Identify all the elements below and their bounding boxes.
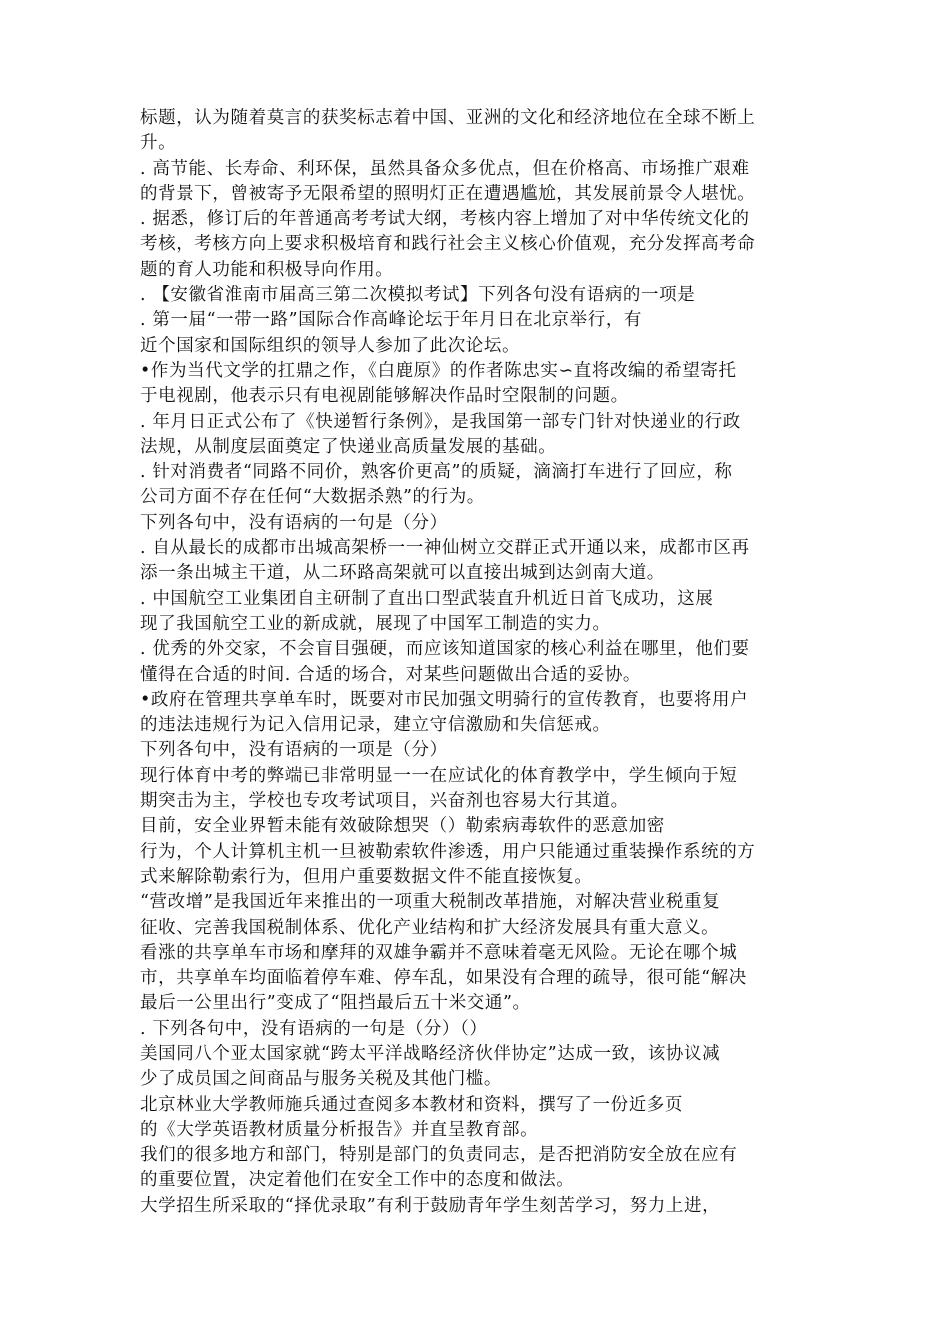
text-line: 下列各句中，没有语病的一句是（分）: [140, 512, 448, 533]
text-line: 大学招生所采取的“择优录取”有利于鼓励青年学生刻苦学习，努力上进，: [140, 1195, 721, 1216]
text-line: 期突击为主，学校也专攻考试项目，兴奋剂也容易大行其道。: [140, 791, 629, 812]
text-line: 标题，认为随着莫言的获奖标志着中国、亚洲的文化和经济地位在全球不断上: [140, 108, 756, 128]
text-line: 的背景下，曾被寄予无限希望的照明灯正在遭遇尴尬，其发展前景令人堪忧。: [140, 183, 756, 204]
text-line: 添一条出城主干道，从二环路高架就可以直接出城到达剑南大道。: [140, 563, 665, 584]
document-page: [140, 106, 812, 1219]
text-line: 看涨的共享单车市场和摩拜的双雄争霸并不意味着毫无风险。无论在哪个城: [140, 942, 738, 963]
text-line: 考核，考核方向上要求积极培育和践行社会主义核心价值观，充分发挥高考命: [140, 234, 756, 255]
text-line: 懂得在合适的时间. 合适的场合，对某些问题做出合适的妥协。: [140, 664, 642, 685]
text-line: . 下列各句中，没有语病的一句是（分）（）: [140, 1018, 488, 1039]
text-line: 市，共享单车均面临着停车难、停车乱，如果没有合理的疏导，很可能“解决: [140, 968, 747, 989]
text-line: 征收、完善我国税制体系、优化产业结构和扩大经济发展具有重大意义。: [140, 917, 720, 938]
text-line: 升。: [140, 133, 177, 154]
text-line: 法规，从制度层面奠定了快递业高质量发展的基础。: [140, 436, 557, 457]
text-line: •作为当代文学的扛鼎之作，《白鹿原》的作者陈忠实∽直将改编的希望寄托: [140, 360, 737, 381]
text-line: 现行体育中考的弊端已非常明显一一在应试化的体育教学中，学生倾向于短: [140, 765, 738, 786]
text-line: 公司方面不存在任何“大数据杀熟”的行为。: [140, 487, 485, 508]
text-line: •政府在管理共享单车时，既要对市民加强文明骑行的宣传教育，也要将用户: [140, 689, 749, 710]
text-line: . 高节能、长寿命、利环保，虽然具备众多优点，但在价格高、市场推广艰难: [140, 158, 750, 179]
text-line: 题的育人功能和积极导向作用。: [140, 259, 394, 280]
text-line: . 中国航空工业集团自主研制了直出口型武装直升机近日首飞成功，这展: [140, 588, 714, 609]
text-line: 近个国家和国际组织的领导人参加了此次论坛。: [140, 335, 521, 356]
text-line: 于电视剧，他表示只有电视剧能够解决作品时空限制的问题。: [140, 386, 629, 407]
text-line: . 优秀的外交家，不会盲目强硬，而应该知道国家的核心利益在哪里，他们要: [140, 639, 750, 660]
text-line: 我们的很多地方和部门，特别是部门的负责同志，是否把消防安全放在应有: [140, 1145, 738, 1166]
text-line: 最后一公里出行”变成了“阻挡最后五十米交通”。: [140, 993, 531, 1014]
text-line: . 【安徽省淮南市届高三第二次模拟考试】下列各句没有语病的一项是: [140, 285, 696, 306]
text-line: 行为，个人计算机主机一旦被勒索软件渗透，用户只能通过重装操作系统的方: [140, 841, 756, 862]
text-line: . 自从最长的成都市出城高架桥一一神仙树立交群正式开通以来，成都市区再: [140, 538, 750, 559]
text-line: . 第一届“一带一路”国际合作高峰论坛于年月日在北京举行，有: [140, 310, 643, 331]
text-line: 美国同八个亚太国家就“跨太平洋战略经济伙伴协定”达成一致，该协议减: [140, 1043, 721, 1064]
text-line: “营改增”是我国近年来推出的一项重大税制改革措施，对解决营业税重复: [140, 892, 721, 913]
text-line: . 针对消费者“同路不同价，熟客价更高”的质疑，滴滴打车进行了回应，称: [140, 462, 733, 483]
text-line: 的违法违规行为记入信用记录，建立守信激励和失信惩戒。: [140, 715, 611, 736]
text-line: 现了我国航空工业的新成就，展现了中国军工制造的实力。: [140, 613, 611, 634]
text-line: . 年月日正式公布了《快递暂行条例》，是我国第一部专门针对快递业的行政: [140, 411, 741, 432]
text-line: 目前，安全业界暂未能有效破除想哭（）勒索病毒软件的恶意加密: [140, 816, 665, 837]
text-line: 少了成员国之间商品与服务关税及其他门槛。: [140, 1069, 502, 1090]
text-line: 的《大学英语教材质量分析报告》并直呈教育部。: [140, 1119, 539, 1140]
text-line: 式来解除勒索行为，但用户重要数据文件不能直接恢复。: [140, 866, 593, 887]
text-line: . 据悉，修订后的年普通高考考试大纲，考核内容上增加了对中华传统文化的: [140, 209, 750, 230]
text-line: 的重要位置，决定着他们在安全工作中的态度和做法。: [140, 1170, 575, 1191]
text-line: 下列各句中，没有语病的一项是（分）: [140, 740, 448, 761]
text-line: 北京林业大学教师施兵通过查阅多本教材和资料，撰写了一份近多页: [140, 1094, 683, 1115]
